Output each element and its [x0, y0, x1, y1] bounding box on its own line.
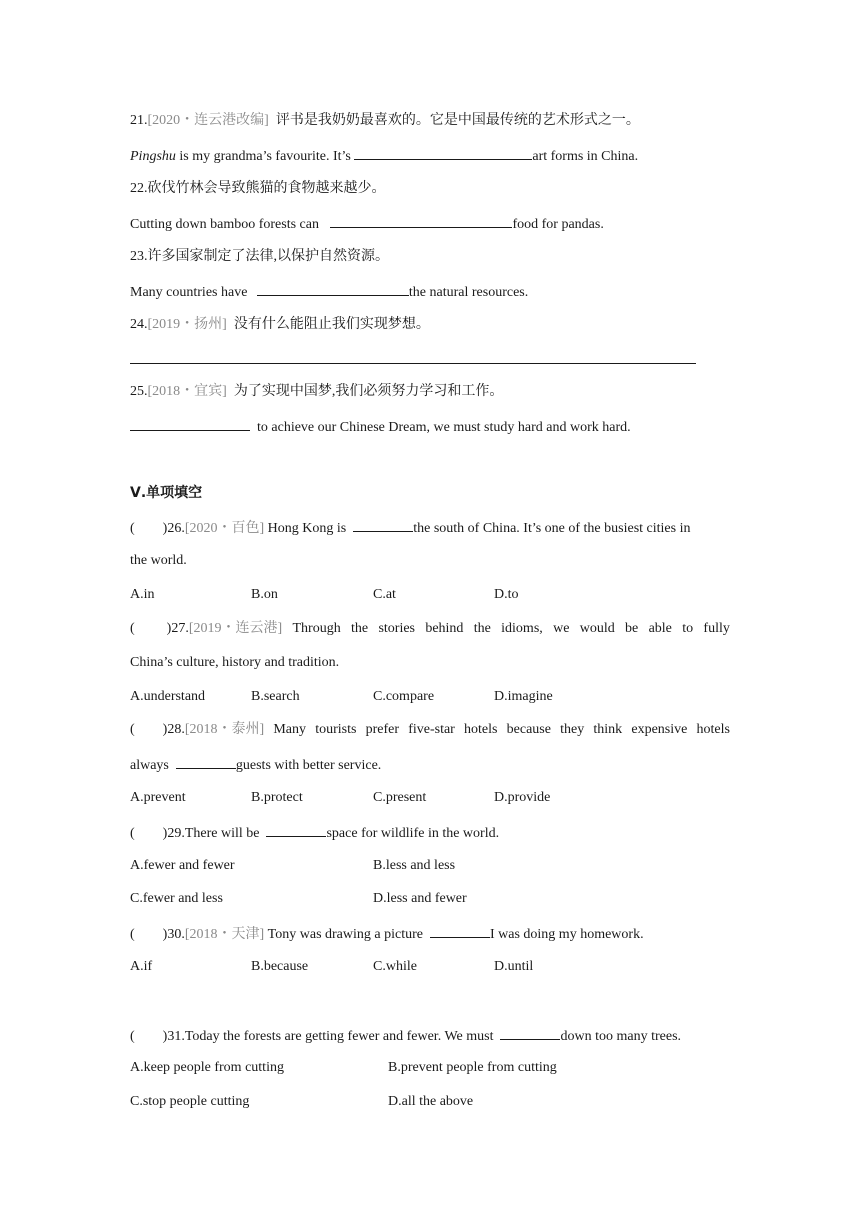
q31-paren-close: ) [162, 1029, 168, 1044]
q26-text-end: the south of China. It’s one of the busiest cities in [413, 521, 691, 536]
q26-stem [130, 517, 690, 539]
q29-option-d[interactable]: D.less and fewer [373, 891, 467, 906]
q25-prompt [130, 382, 503, 402]
q22-blank[interactable] [330, 213, 512, 228]
q25-blank[interactable] [130, 416, 250, 431]
q27-cont: China’s culture, history and tradition. [130, 655, 340, 670]
q28-option-c[interactable]: C.present [373, 790, 427, 805]
q27-option-c[interactable]: C.compare [373, 689, 435, 704]
q24-chinese: 没有什么能阻止我们实现梦想。 [233, 317, 430, 332]
q29-option-a[interactable]: A.fewer and fewer [130, 858, 235, 873]
q31-option-a[interactable]: A.keep people from cutting [130, 1060, 284, 1075]
q21-english [130, 145, 638, 167]
q27-number: 27. [171, 621, 189, 636]
q26-paren-open: ( [130, 521, 135, 536]
q26-source: [2020・百色] [184, 521, 265, 536]
q31-option-b[interactable]: B.prevent people from cutting [388, 1060, 557, 1075]
q27-word: the [351, 621, 369, 636]
q30-source: [2018・天津] [184, 927, 265, 942]
q26-number: 26. [167, 521, 185, 536]
q30-text-end: I was doing my homework. [489, 927, 644, 942]
q25-chinese: 为了实现中国梦,我们必须努力学习和工作。 [233, 384, 504, 399]
q29-text-end: space for wildlife in the world. [326, 826, 500, 841]
q26-option-b[interactable]: B.on [251, 587, 278, 602]
q28-word: five-star [408, 722, 455, 737]
section-title: Ⅴ.单项填空 [130, 485, 203, 501]
q28-paren-open: ( [130, 722, 135, 737]
q31-number: 31. [167, 1029, 185, 1044]
q25-text: to achieve our Chinese Dream, we must study hard and work hard. [253, 420, 631, 435]
q28-paren-close: ) [162, 722, 168, 737]
q28-word: prefer [365, 722, 400, 737]
q31-option-d[interactable]: D.all the above [388, 1094, 474, 1109]
q26-option-c[interactable]: C.at [373, 587, 396, 602]
q21-pingshu: Pingshu [130, 149, 176, 164]
q31-paren-open: ( [130, 1029, 135, 1044]
q27-paren-close: ) [166, 621, 172, 636]
q27-word: Through [292, 621, 341, 636]
q27-word: fully [703, 621, 730, 636]
q29-blank[interactable] [266, 822, 326, 837]
q27-word: be [625, 621, 639, 636]
q28-word: hotels [464, 722, 498, 737]
q26-option-a[interactable]: A.in [130, 587, 155, 602]
q31-stem [130, 1025, 681, 1047]
q27-word: would [579, 621, 615, 636]
q30-option-a[interactable]: A.if [130, 959, 153, 974]
q23-text: Many countries have [130, 285, 251, 300]
q28-option-d[interactable]: D.provide [494, 790, 551, 805]
q29-option-b[interactable]: B.less and less [373, 858, 456, 873]
q28-word: hotels [696, 722, 730, 737]
q30-paren-open: ( [130, 927, 135, 942]
q28-source: [2018・泰州] [184, 722, 265, 737]
q27-word: able [648, 621, 672, 636]
q27-word: we [553, 621, 570, 636]
q28-word: think [593, 722, 623, 737]
q21-prompt [130, 111, 640, 131]
q31-text: Today the forests are getting fewer and fewer. We must [184, 1029, 497, 1044]
q29-option-c[interactable]: C.fewer and less [130, 891, 223, 906]
q21-source: [2020・连云港改编] [147, 113, 269, 128]
q26-cont: the world. [130, 553, 187, 568]
q24-answer-line[interactable] [130, 363, 696, 364]
q30-option-b[interactable]: B.because [251, 959, 309, 974]
q22-prompt: 22.砍伐竹林会导致熊猫的食物越来越少。 [130, 181, 386, 196]
q28-stem [130, 720, 730, 740]
q30-stem [130, 923, 644, 945]
q30-text: Tony was drawing a picture [264, 927, 427, 942]
q27-word: to [682, 621, 694, 636]
q28-cont [130, 754, 381, 776]
q27-paren-open: ( [130, 621, 135, 636]
q27-head [130, 619, 282, 639]
q23-english [130, 281, 528, 303]
q25-number: 25. [130, 384, 148, 399]
q26-text: Hong Kong is [264, 521, 350, 536]
q27-option-d[interactable]: D.imagine [494, 689, 553, 704]
q24-number: 24. [130, 317, 148, 332]
q30-option-c[interactable]: C.while [373, 959, 417, 974]
q27-word: stories [378, 621, 415, 636]
q31-option-c[interactable]: C.stop people cutting [130, 1094, 250, 1109]
q28-text-end: guests with better service. [235, 758, 382, 773]
q30-paren-close: ) [162, 927, 168, 942]
q28-number: 28. [167, 722, 185, 737]
q21-number: 21. [130, 113, 148, 128]
q24-prompt [130, 315, 430, 335]
q28-head [130, 720, 264, 740]
q23-text-end: the natural resources. [408, 285, 529, 300]
q29-paren-open: ( [130, 826, 135, 841]
q28-word: Many [273, 722, 307, 737]
q27-word: idioms, [501, 621, 543, 636]
q25-english [130, 416, 631, 438]
q21-blank[interactable] [354, 145, 532, 160]
q22-english [130, 213, 604, 235]
q31-text-end: down too many trees. [560, 1029, 682, 1044]
q29-number: 29. [167, 826, 185, 841]
q23-prompt: 23.许多国家制定了法律,以保护自然资源。 [130, 249, 389, 264]
q26-blank[interactable] [353, 517, 413, 532]
q24-source: [2019・扬州] [147, 317, 227, 332]
q28-word: because [506, 722, 551, 737]
q30-number: 30. [167, 927, 185, 942]
q28-word: they [560, 722, 585, 737]
q25-source: [2018・宜宾] [147, 384, 227, 399]
q28-word: expensive [631, 722, 688, 737]
q23-blank[interactable] [257, 281, 409, 296]
q27-source: [2019・连云港] [188, 621, 283, 636]
q29-text: There will be [184, 826, 263, 841]
q27-word: the [473, 621, 491, 636]
q28-blank[interactable] [176, 754, 236, 769]
q28-option-b[interactable]: B.protect [251, 790, 303, 805]
q27-option-a[interactable]: A.understand [130, 689, 206, 704]
q21-chinese: 评书是我奶奶最喜欢的。它是中国最传统的艺术形式之一。 [275, 113, 640, 128]
q26-option-d[interactable]: D.to [494, 587, 519, 602]
q28-word: tourists [315, 722, 357, 737]
q26-paren-close: ) [162, 521, 168, 536]
q21-text-end: art forms in China. [532, 149, 639, 164]
q30-option-d[interactable]: D.until [494, 959, 534, 974]
q21-text: is my grandma’s favourite. It’s [175, 149, 355, 164]
q27-stem [130, 619, 730, 639]
q22-text: Cutting down bamboo forests can [130, 217, 323, 232]
q28-text: always [130, 758, 173, 773]
q29-stem [130, 822, 499, 844]
q27-option-b[interactable]: B.search [251, 689, 300, 704]
q27-word: behind [425, 621, 464, 636]
q22-text-end: food for pandas. [512, 217, 604, 232]
q28-option-a[interactable]: A.prevent [130, 790, 186, 805]
q31-blank[interactable] [500, 1025, 560, 1040]
q29-paren-close: ) [162, 826, 168, 841]
q30-blank[interactable] [430, 923, 490, 938]
